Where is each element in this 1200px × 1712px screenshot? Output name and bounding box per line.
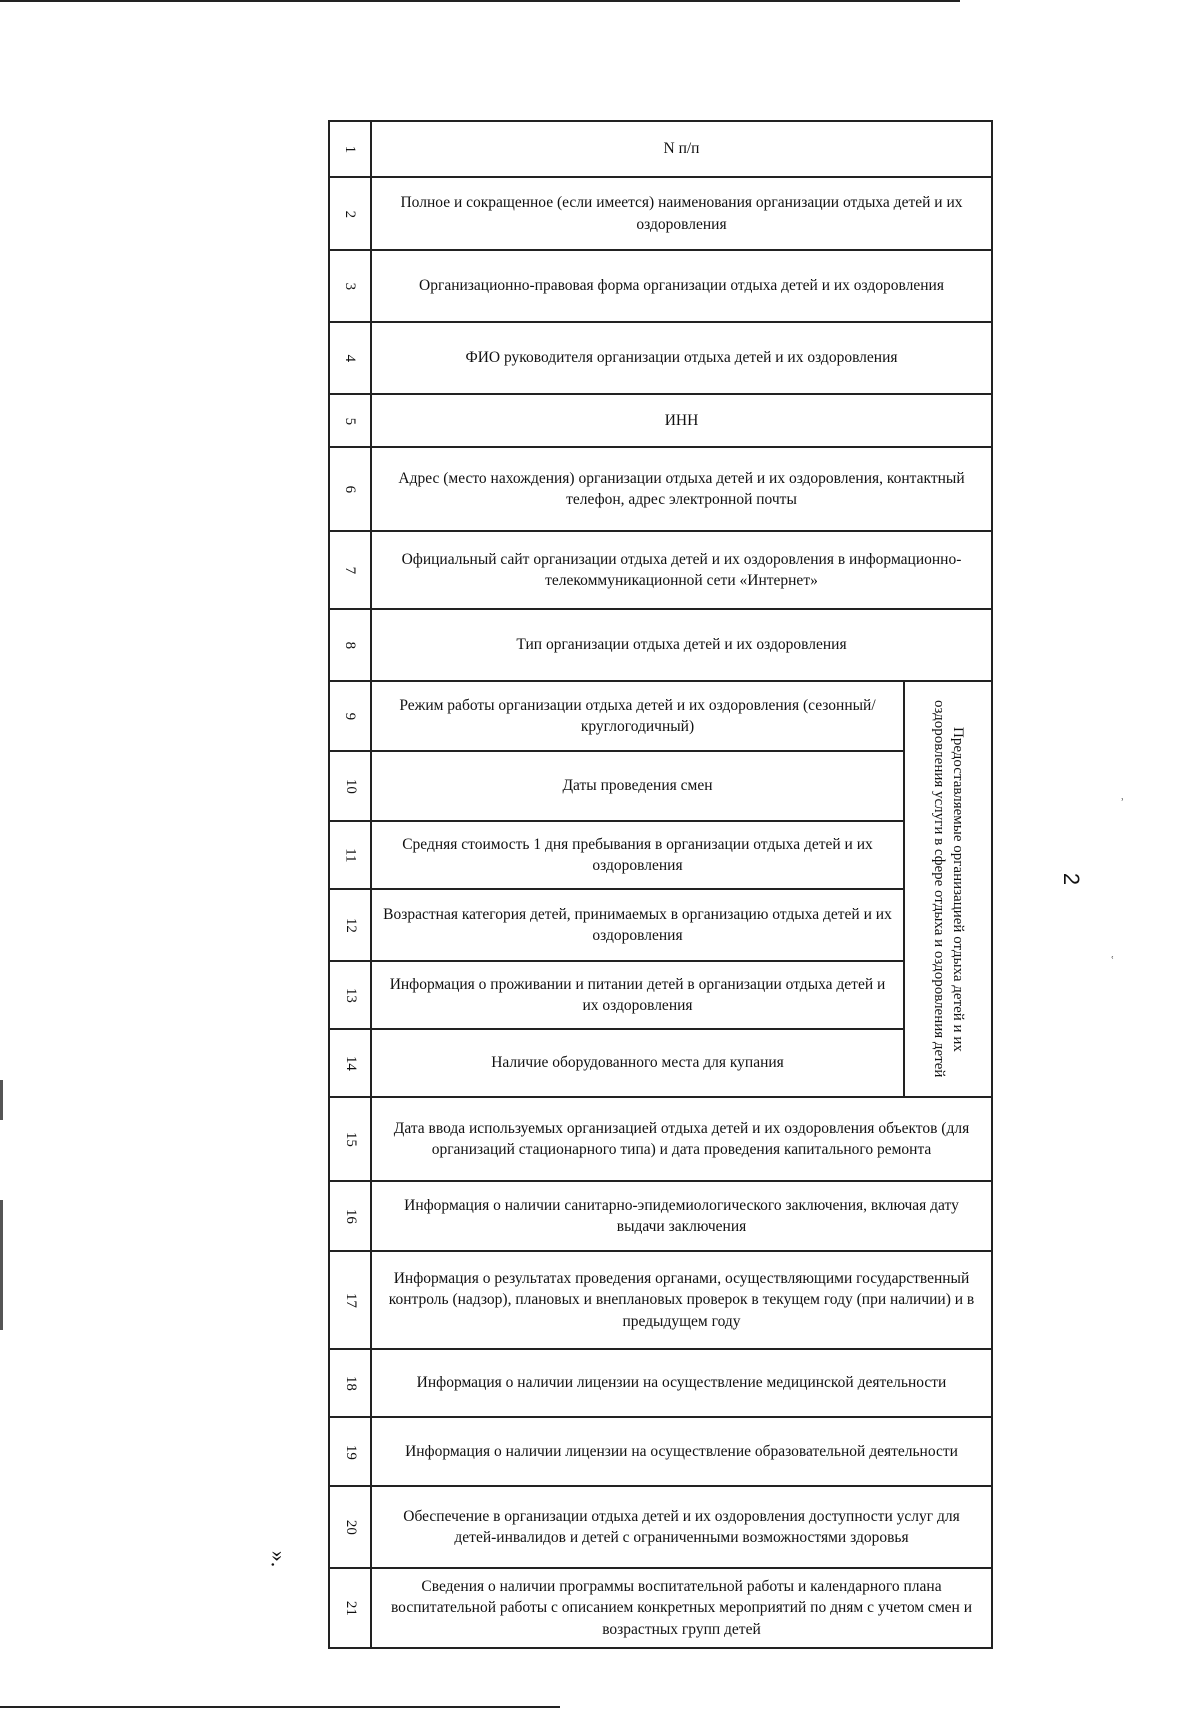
row-number: 7 (342, 566, 359, 575)
row-number: 11 (342, 848, 359, 863)
page-number: 2 (1059, 872, 1085, 886)
row-number: 15 (342, 1132, 359, 1147)
row-text: Режим работы организации отдыха детей и их оздоровления (сезонный/круглогодичный) (371, 681, 904, 751)
scan-bottom-edge (0, 1706, 560, 1708)
row-number: 10 (342, 779, 359, 794)
row-number: 14 (342, 1056, 359, 1071)
row-number: 1 (342, 145, 359, 154)
services-group-label: Предоставляемые организацией отдыха детей и их оздоровления услуги в сфере отдыха и оздоровления детей (931, 700, 966, 1078)
table-row (329, 1349, 992, 1417)
table-row (329, 394, 992, 447)
table-row (329, 1568, 992, 1648)
table-row (329, 609, 992, 681)
table-row (329, 1029, 992, 1097)
row-text: Средняя стоимость 1 дня пребывания в организации отдыха детей и их оздоровления (371, 821, 904, 889)
row-text: ИНН (371, 394, 992, 447)
table-row (329, 177, 992, 250)
row-text: Даты проведения смен (371, 751, 904, 821)
table-row (329, 1486, 992, 1568)
row-text: Тип организации отдыха детей и их оздоровления (371, 609, 992, 681)
row-text: Информация о результатах проведения органами, осуществляющими государственный контроль (надзор), плановых и внеплановых проверок в текущем году (при наличии) и в предыдущем году (371, 1251, 992, 1349)
row-text: N п/п (371, 121, 992, 177)
row-number: 8 (342, 641, 359, 650)
row-text: Наличие оборудованного места для купания (371, 1029, 904, 1097)
row-text: Полное и сокращенное (если имеется) наименования организации отдыха детей и их оздоровления (371, 177, 992, 250)
row-number: 18 (342, 1376, 359, 1391)
row-number: 12 (342, 918, 359, 933)
row-text: Дата ввода используемых организацией отдыха детей и их оздоровления объектов (для организаций стационарного типа) и дата проведения капитального ремонта (371, 1097, 992, 1181)
row-text: Информация о наличии лицензии на осуществление образовательной деятельности (371, 1417, 992, 1486)
row-number: 17 (342, 1293, 359, 1308)
stray-quote-mark: ». (266, 1550, 292, 1568)
services-group-cell (904, 681, 992, 1097)
table-row (329, 250, 992, 322)
scan-speck: ˓ (1110, 948, 1115, 963)
row-number: 19 (342, 1444, 359, 1460)
scan-speck: ˒ (1120, 790, 1125, 805)
services-table (328, 120, 993, 1649)
row-number: 13 (342, 988, 359, 1003)
row-number: 2 (342, 210, 359, 218)
row-text: Обеспечение в организации отдыха детей и их оздоровления доступности услуг для детей-инвалидов и детей с ограниченными возможностями здоровья (371, 1486, 992, 1568)
table-row (329, 821, 992, 889)
table-row (329, 447, 992, 531)
row-number: 6 (342, 485, 359, 494)
row-text: Официальный сайт организации отдыха детей и их оздоровления в информационно-телекоммуникационной сети «Интернет» (371, 531, 992, 609)
table-row (329, 322, 992, 394)
table-row (329, 1251, 992, 1349)
table-row (329, 889, 992, 961)
scan-left-edge-mark (0, 1200, 3, 1330)
row-text: Информация о наличии санитарно-эпидемиологического заключения, включая дату выдачи заключения (371, 1181, 992, 1251)
row-text: Информация о проживании и питании детей в организации отдыха детей и их оздоровления (371, 961, 904, 1029)
row-text: Информация о наличии лицензии на осуществление медицинской деятельности (371, 1349, 992, 1417)
table-row (329, 681, 992, 751)
table-row (329, 1417, 992, 1486)
row-number: 16 (342, 1209, 359, 1224)
row-number: 20 (342, 1520, 359, 1535)
row-number: 21 (342, 1601, 359, 1616)
table-row (329, 121, 992, 177)
table-row (329, 1097, 992, 1181)
table-row (329, 961, 992, 1029)
row-number: 3 (342, 282, 359, 291)
row-text: Адрес (место нахождения) организации отдыха детей и их оздоровления, контактный телефон, адрес электронной почты (371, 447, 992, 531)
table-row (329, 1181, 992, 1251)
row-number: 9 (342, 712, 359, 721)
table-row (329, 531, 992, 609)
scan-left-edge-mark (0, 1080, 3, 1120)
row-text: Организационно-правовая форма организации отдыха детей и их оздоровления (371, 250, 992, 322)
row-text: Возрастная категория детей, принимаемых в организацию отдыха детей и их оздоровления (371, 889, 904, 961)
row-number: 4 (342, 354, 359, 363)
row-number: 5 (342, 417, 359, 425)
row-text: Сведения о наличии программы воспитательной работы и календарного плана воспитательной работы с описанием конкретных мероприятий по дням с учетом смен и возрастных групп детей (371, 1568, 992, 1648)
row-text: ФИО руководителя организации отдыха детей и их оздоровления (371, 322, 992, 394)
scan-top-edge (0, 0, 960, 2)
table-row (329, 751, 992, 821)
